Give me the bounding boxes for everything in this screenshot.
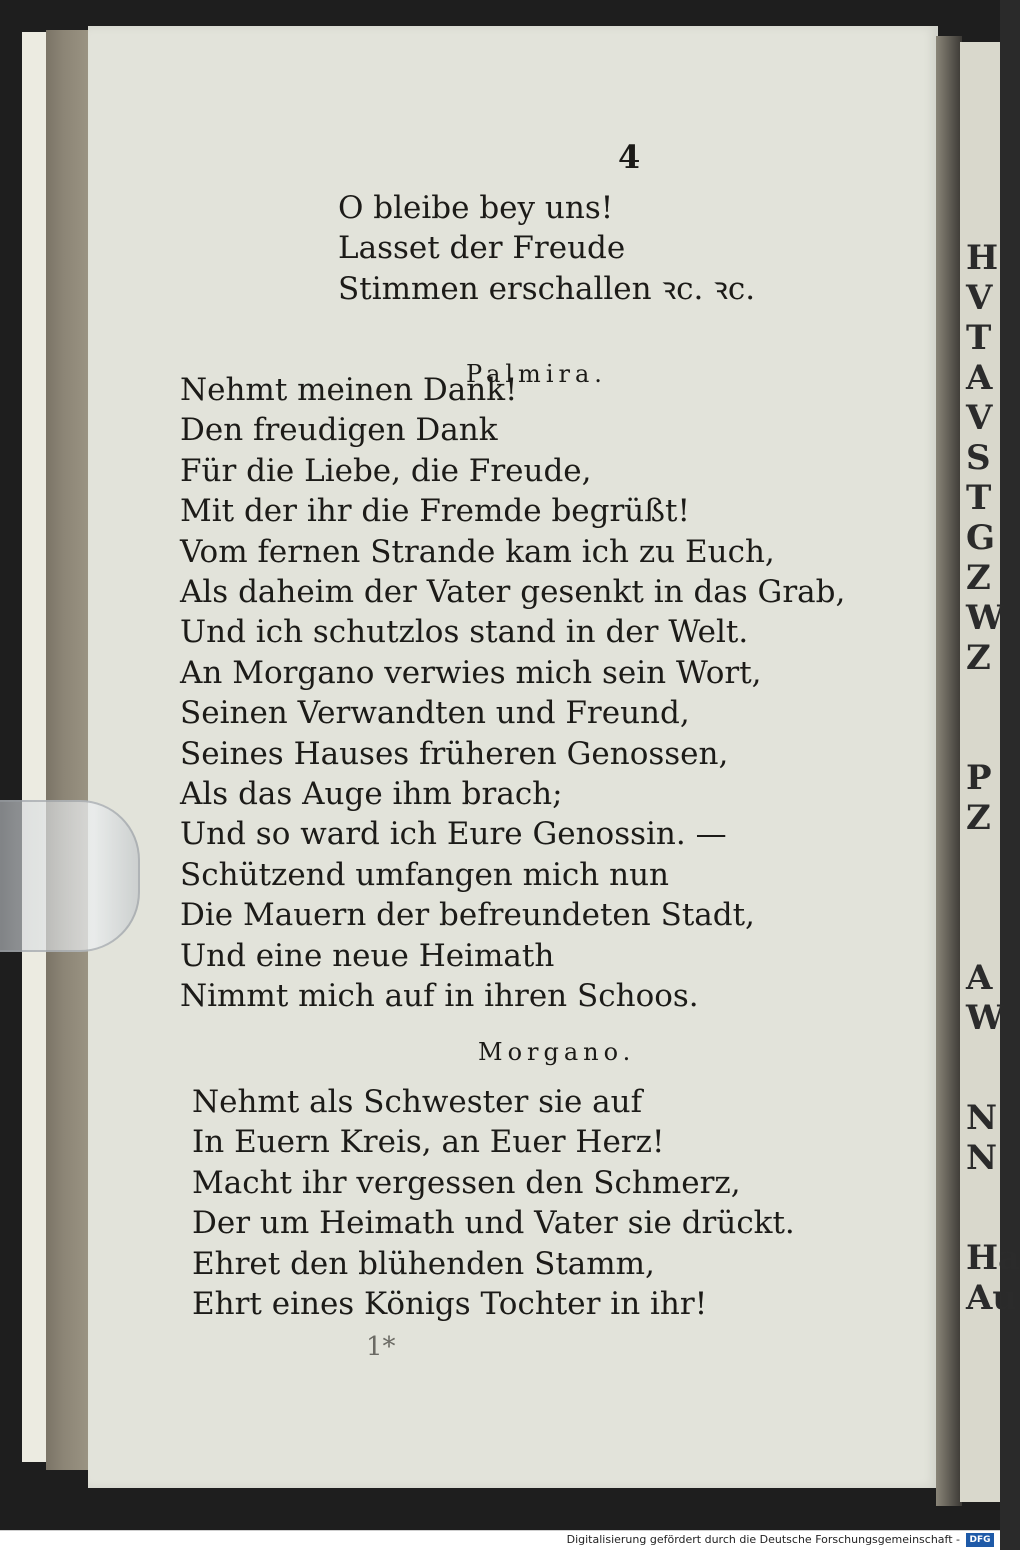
speaker-morgano: Morgano. [478,1038,636,1066]
signature-mark: 1* [366,1332,396,1362]
dfg-logo-icon: DFG [966,1533,994,1547]
verse-line: Nimmt mich auf in ihren Schoos. [180,978,699,1015]
verse-line: Ehrt eines Königs Tochter in ihr! [192,1286,708,1323]
next-page-fragment: Ha [966,1238,1020,1278]
book-page [88,26,938,1488]
next-page-edge [960,42,1020,1502]
verse-line: Als daheim der Vater gesenkt in das Grab, [180,574,846,611]
next-page-fragment: V [966,278,993,318]
verse-line: In Euern Kreis, an Euer Herz! [192,1124,665,1161]
verse-line: Der um Heimath und Vater sie drückt. [192,1205,795,1242]
page-clip [0,800,140,952]
verse-line: Stimmen erschallen ꝛc. ꝛc. [338,270,756,307]
palmira-verse [180,370,845,1017]
next-page-fragment: A [966,358,993,398]
next-page-fragment: Z [966,638,991,678]
page-number: 4 [618,138,641,176]
next-page-fragment: T [966,318,992,358]
verse-line: Und ich schutzlos stand in der Welt. [180,614,749,651]
verse-line: Nehmt als Schwester sie auf [192,1084,643,1120]
next-page-fragment: S [966,438,991,478]
next-page-fragment: N [966,1138,998,1178]
page-gutter [936,36,962,1506]
morgano-verse [192,1082,795,1324]
next-page-fragment: T [966,478,992,518]
verse-line: Und eine neue Heimath [180,937,555,974]
funding-credit: Digitalisierung gefördert durch die Deutsche Forschungsgemeinschaft - [566,1533,960,1546]
next-page-fragment: N [966,1098,998,1138]
verse-line: Macht ihr vergessen den Schmerz, [192,1164,741,1201]
next-page-fragment: Z [966,558,991,598]
verse-line: Vom fernen Strande kam ich zu Euch, [180,533,775,570]
verse-line: Ehret den blühenden Stamm, [192,1245,655,1282]
verse-line: An Morgano verwies mich sein Wort, [180,654,762,691]
book-edge [46,30,90,1470]
next-page-fragment: G [966,518,996,558]
next-page-fragment: W [966,998,1005,1038]
verse-line: Lasset der Freude [338,230,626,267]
speaker-palmira: Palmira. [466,360,607,388]
verse-line: Den freudigen Dank [180,412,498,449]
verse-line: Seines Hauses früheren Genossen, [180,735,729,772]
verse-line: Schützend umfangen mich nun [180,856,670,893]
next-page-fragment: P [966,758,992,798]
footer-bar [0,1530,1000,1550]
verse-line: Für die Liebe, die Freude, [180,452,592,489]
verse-line: Und so ward ich Eure Genossin. — [180,816,727,853]
verse-line: Als das Auge ihm brach; [180,776,563,813]
verse-line: O bleibe bey uns! [338,190,614,226]
next-page-fragment: Au [966,1278,1018,1318]
next-page-fragment: V [966,398,993,438]
opening-verse [338,188,755,309]
next-page-fragment: W [966,598,1005,638]
verse-line: Die Mauern der befreundeten Stadt, [180,897,755,934]
verse-line: Seinen Verwandten und Freund, [180,695,690,732]
verse-line: Nehmt meinen Dank! [180,372,518,408]
verse-line: Mit der ihr die Fremde begrüßt! [180,493,690,530]
next-page-fragment: A [966,958,993,998]
next-page-fragment: H [966,238,999,278]
next-page-fragment: Z [966,798,991,838]
